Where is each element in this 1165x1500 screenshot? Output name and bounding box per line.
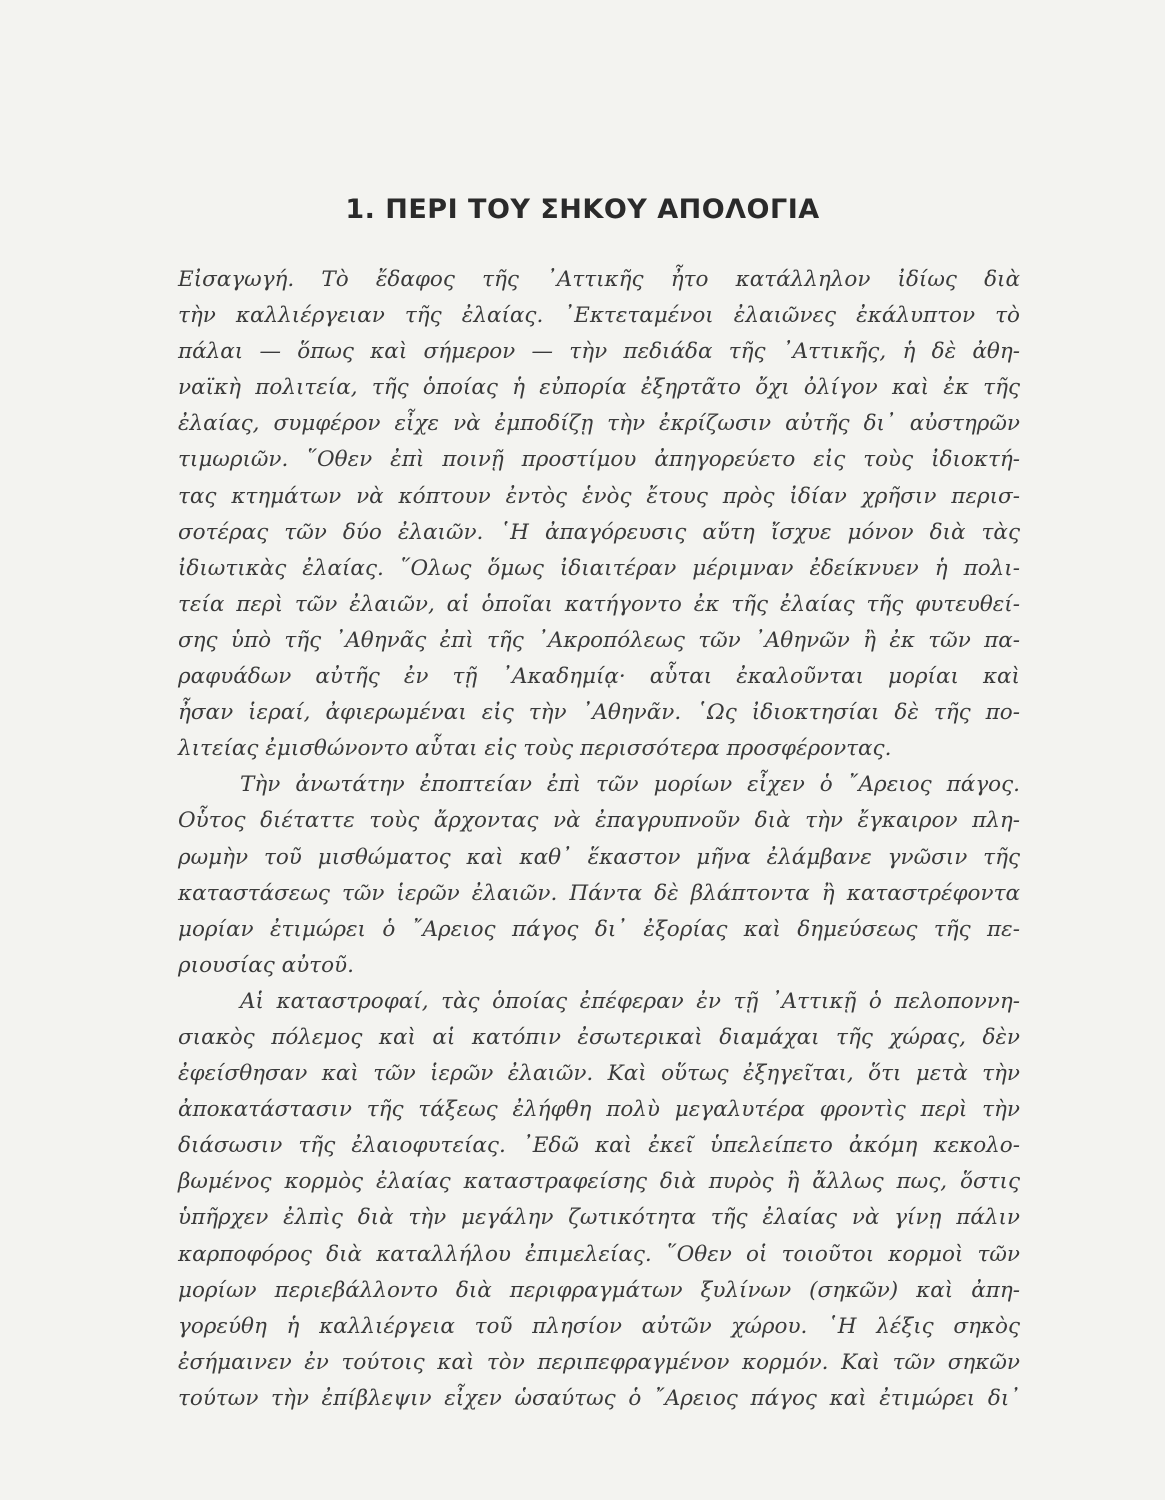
text-line: τιμωριῶν. ῞Οθεν ἐπὶ ποινῇ προστίμου ἀπηγορεύετο εἰς τοὺς ἰδιοκτή-	[178, 447, 1020, 473]
text-line: Εἰσαγωγή. Τὸ ἔδαφος τῆς ᾿Αττικῆς ἦτο κατάλληλον ἰδίως διὰ	[178, 267, 1020, 292]
text-line: βωμένος κορμὸς ἐλαίας καταστραφείσης διὰ πυρὸς ἢ ἄλλως πως, ὅστις	[178, 1169, 1020, 1195]
text-line: σοτέρας τῶν δύο ἐλαιῶν. ῾Η ἀπαγόρευσις αὕτη ἴσχυε μόνον διὰ τὰς	[178, 519, 1020, 545]
body-text	[178, 262, 1020, 1417]
text-line: ἰδιωτικὰς ἐλαίας. ῞Ολως ὅμως ἰδιαιτέραν μέριμναν ἐδείκνυεν ἡ πολι-	[178, 555, 1020, 581]
text-line: ραφυάδων αὐτῆς ἐν τῇ ᾿Ακαδημίᾳ· αὗται ἐκαλοῦνται μορίαι καὶ	[178, 664, 1020, 690]
text-line: λιτείας ἐμισθώνοντο αὗται εἰς τοὺς περισσότερα προσφέροντας.	[178, 736, 892, 762]
text-line: τας κτημάτων νὰ κόπτουν ἐντὸς ἑνὸς ἔτους πρὸς ἰδίαν χρῆσιν περισ-	[178, 483, 1020, 509]
text-line: σιακὸς πόλεμος καὶ αἱ κατόπιν ἐσωτερικαὶ διαμάχαι τῆς χώρας, δὲν	[178, 1024, 1020, 1050]
text-line: ἐσήμαινεν ἐν τούτοις καὶ τὸν περιπεφραγμένον κορμόν. Καὶ τῶν σηκῶν	[178, 1349, 1020, 1375]
text-line: ρωμὴν τοῦ μισθώματος καὶ καθ᾿ ἕκαστον μῆνα ἐλάμβανε γνῶσιν τῆς	[178, 844, 1020, 870]
chapter-title: 1. ΠΕΡΙ ΤΟΥ ΣΗΚΟΥ ΑΠΟΛΟΓΙΑ	[345, 194, 820, 225]
text-line: ἦσαν ἱεραί, ἀφιερωμέναι εἰς τὴν ᾿Αθηνᾶν. ῾Ως ἰδιοκτησίαι δὲ τῆς πο-	[178, 700, 1020, 726]
text-line: καρποφόρος διὰ καταλλήλου ἐπιμελείας. ῞Οθεν οἱ τοιοῦτοι κορμοὶ τῶν	[178, 1241, 1020, 1267]
text-line: ἐλαίας, συμφέρον εἶχε νὰ ἐμποδίζῃ τὴν ἐκρίζωσιν αὐτῆς δι᾿ αὐστηρῶν	[178, 411, 1020, 437]
text-line: γορεύθη ἡ καλλιέργεια τοῦ πλησίον αὐτῶν χώρου. ῾Η λέξις σηκὸς	[178, 1313, 1020, 1339]
text-line: ὑπῆρχεν ἐλπὶς διὰ τὴν μεγάλην ζωτικότητα τῆς ἐλαίας νὰ γίνῃ πάλιν	[178, 1205, 1020, 1231]
text-line: τὴν καλλιέργειαν τῆς ἐλαίας. ᾿Εκτεταμένοι ἐλαιῶνες ἐκάλυπτον τὸ	[178, 303, 1020, 329]
text-line: ἀποκατάστασιν τῆς τάξεως ἐλήφθη πολὺ μεγαλυτέρα φροντὶς περὶ τὴν	[178, 1097, 1020, 1123]
text-line: τούτων τὴν ἐπίβλεψιν εἶχεν ὡσαύτως ὁ ῎Αρειος πάγος καὶ ἐτιμώρει δι᾿	[178, 1385, 1020, 1411]
text-line: ἐφείσθησαν καὶ τῶν ἱερῶν ἐλαιῶν. Καὶ οὕτως ἐξηγεῖται, ὅτι μετὰ τὴν	[178, 1061, 1020, 1087]
text-line: διάσωσιν τῆς ἐλαιοφυτείας. ᾿Εδῶ καὶ ἐκεῖ ὑπελείπετο ἀκόμη κεκολο-	[178, 1133, 1020, 1159]
text-line: ναϊκὴ πολιτεία, τῆς ὁποίας ἡ εὐπορία ἐξηρτᾶτο ὄχι ὀλίγον καὶ ἐκ τῆς	[178, 375, 1020, 401]
text-line: πάλαι — ὅπως καὶ σήμερον — τὴν πεδιάδα τῆς ᾿Αττικῆς, ἡ δὲ ἀθη-	[178, 339, 1020, 365]
text-line: μορίων περιεβάλλοντο διὰ περιφραγμάτων ξυλίνων (σηκῶν) καὶ ἀπη-	[178, 1277, 1020, 1303]
text-line: καταστάσεως τῶν ἱερῶν ἐλαιῶν. Πάντα δὲ βλάπτοντα ἢ καταστρέφοντα	[178, 880, 1020, 906]
text-line: Τὴν ἀνωτάτην ἐποπτείαν ἐπὶ τῶν μορίων εἶχεν ὁ ῎Αρειος πάγος.	[240, 772, 1020, 798]
text-line: Αἱ καταστροφαί, τὰς ὁποίας ἐπέφεραν ἐν τῇ ᾿Αττικῇ ὁ πελοποννη-	[240, 988, 1020, 1014]
text-line: σης ὑπὸ τῆς ᾿Αθηνᾶς ἐπὶ τῆς ᾿Ακροπόλεως τῶν ᾿Αθηνῶν ἢ ἐκ τῶν πα-	[178, 627, 1020, 653]
text-line: Οὗτος διέταττε τοὺς ἄρχοντας νὰ ἐπαγρυπνοῦν διὰ τὴν ἔγκαιρον πλη-	[178, 808, 1020, 834]
text-line: μορίαν ἐτιμώρει ὁ ῎Αρειος πάγος δι᾿ ἐξορίας καὶ δημεύσεως τῆς πε-	[178, 916, 1020, 942]
text-line: τεία περὶ τῶν ἐλαιῶν, αἱ ὁποῖαι κατήγοντο ἐκ τῆς ἐλαίας τῆς φυτευθεί-	[178, 591, 1020, 617]
text-line: ριουσίας αὐτοῦ.	[178, 952, 354, 978]
